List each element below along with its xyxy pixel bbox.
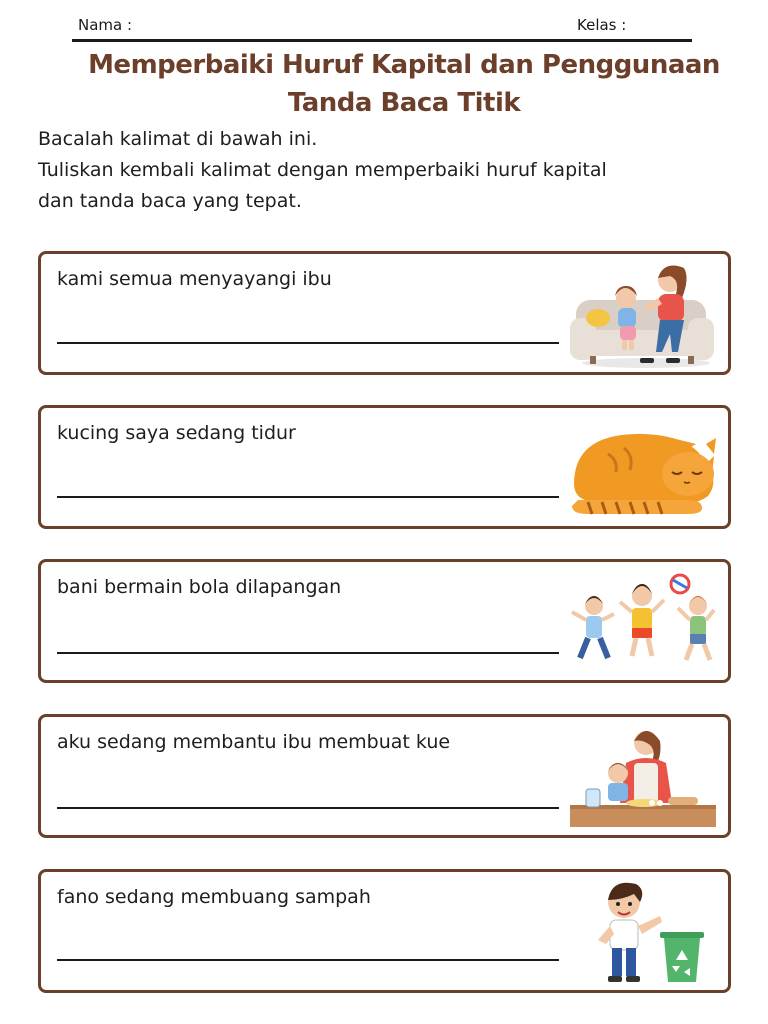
page-title [40, 46, 768, 122]
exercise-sentence: kami semua menyayangi ibu [57, 268, 332, 290]
exercise-sentence: aku sedang membantu ibu membuat kue [57, 731, 451, 753]
exercise-sentence: bani bermain bola dilapangan [57, 576, 342, 598]
exercise-card-5 [38, 869, 731, 993]
mother-child-sofa-icon [568, 260, 718, 370]
exercise-card-4 [38, 714, 731, 838]
name-label: Nama : [78, 16, 133, 34]
baking-with-mother-icon [568, 723, 718, 833]
answer-line[interactable] [57, 959, 559, 961]
exercise-card-2 [38, 405, 731, 529]
exercise-sentence: fano sedang membuang sampah [57, 886, 371, 908]
header-underline [72, 39, 692, 42]
answer-line[interactable] [57, 807, 559, 809]
instruction-line-1: Bacalah kalimat di bawah ini. [38, 128, 318, 150]
boy-trash-bin-icon [568, 878, 718, 988]
instruction-line-3: dan tanda baca yang tepat. [38, 190, 302, 212]
sleeping-cat-icon [568, 414, 718, 524]
exercise-card-1 [38, 251, 731, 375]
kids-playing-ball-icon [568, 568, 718, 678]
answer-line[interactable] [57, 652, 559, 654]
title-line-2: Tanda Baca Titik [287, 88, 521, 118]
exercise-card-3 [38, 559, 731, 683]
student-info-header [72, 14, 692, 42]
answer-line[interactable] [57, 496, 559, 498]
answer-line[interactable] [57, 342, 559, 344]
exercise-sentence: kucing saya sedang tidur [57, 422, 296, 444]
instruction-line-2: Tuliskan kembali kalimat dengan memperbaiki huruf kapital [38, 159, 607, 181]
title-line-1: Memperbaiki Huruf Kapital dan Penggunaan [88, 50, 720, 80]
class-label: Kelas : [577, 16, 627, 34]
instructions [38, 124, 738, 217]
